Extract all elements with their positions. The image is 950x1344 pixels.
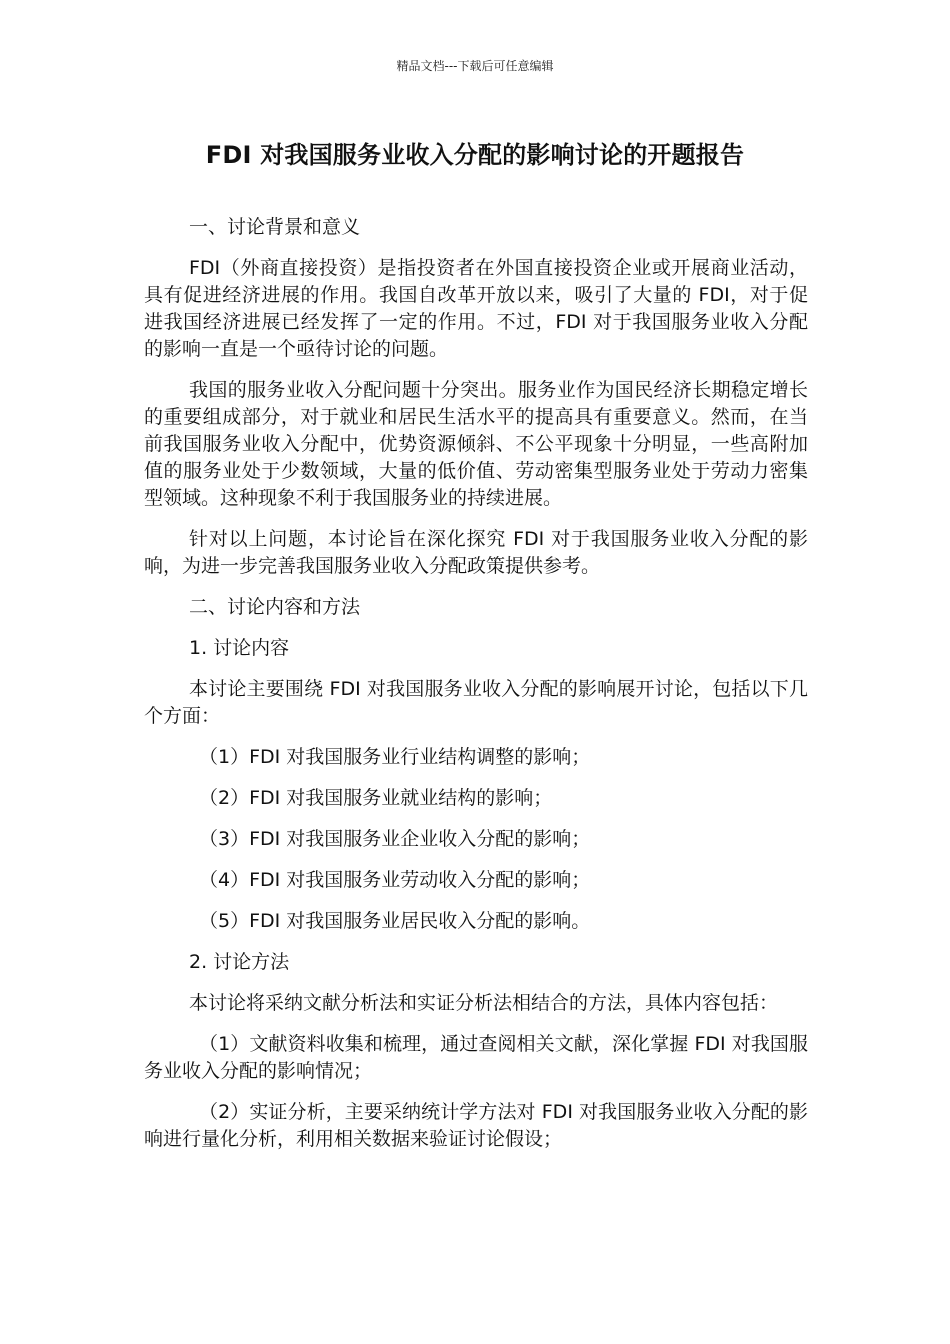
section-heading-background: 一、讨论背景和意义 — [189, 216, 361, 238]
document-title: FDI 对我国服务业收入分配的影响讨论的开题报告 — [205, 141, 745, 169]
page-header: 精品文档---下载后可任意编辑 — [396, 59, 554, 73]
list-item: （3）FDI 对我国服务业企业收入分配的影响； — [199, 828, 591, 850]
paragraph-method-intro: 本讨论将采纳文献分析法和实证分析法相结合的方法，具体内容包括： — [189, 992, 779, 1014]
list-item: （2）实证分析，主要采纳统计学方法对 FDI 对我国服务业收入分配的影响进行量化分析，利用相关数据来验证讨论假设； — [144, 1101, 808, 1150]
subsection-heading-content: 1. 讨论内容 — [189, 637, 290, 659]
list-item: （1）FDI 对我国服务业行业结构调整的影响； — [199, 746, 591, 768]
list-item: （5）FDI 对我国服务业居民收入分配的影响。 — [199, 910, 591, 932]
list-item: （1）文献资料收集和梳理，通过查阅相关文献，深化掌握 FDI 对我国服务业收入分配的影响情况； — [144, 1033, 808, 1082]
document-body — [144, 214, 808, 1167]
subsection-heading-method: 2. 讨论方法 — [189, 951, 290, 973]
paragraph-service-income-problem: 我国的服务业收入分配问题十分突出。服务业作为国民经济长期稳定增长的重要组成部分，对于就业和居民生活水平的提高具有重要意义。然而，在当前我国服务业收入分配中，优势资源倾斜、不公平现象十分明显，一些高附加值的服务业处于少数领域，大量的低价值、劳动密集型服务业处于劳动力密集型领域。这种现象不利于我国服务业的持续进展。 — [144, 379, 808, 509]
list-item: （2）FDI 对我国服务业就业结构的影响； — [199, 787, 553, 809]
paragraph-content-intro: 本讨论主要围绕 FDI 对我国服务业收入分配的影响展开讨论，包括以下几个方面： — [144, 678, 808, 727]
paragraph-fdi-definition: FDI（外商直接投资）是指投资者在外国直接投资企业或开展商业活动，具有促进经济进展的作用。我国自改革开放以来，吸引了大量的 FDI，对于促进我国经济进展已经发挥了一定的作用。不过，FDI 对于我国服务业收入分配的影响一直是一个亟待讨论的问题。 — [144, 257, 808, 360]
paragraph-research-aim: 针对以上问题，本讨论旨在深化探究 FDI 对于我国服务业收入分配的影响，为进一步完善我国服务业收入分配政策提供参考。 — [144, 528, 808, 577]
section-heading-content-method: 二、讨论内容和方法 — [189, 596, 361, 618]
list-item: （4）FDI 对我国服务业劳动收入分配的影响； — [199, 869, 591, 891]
